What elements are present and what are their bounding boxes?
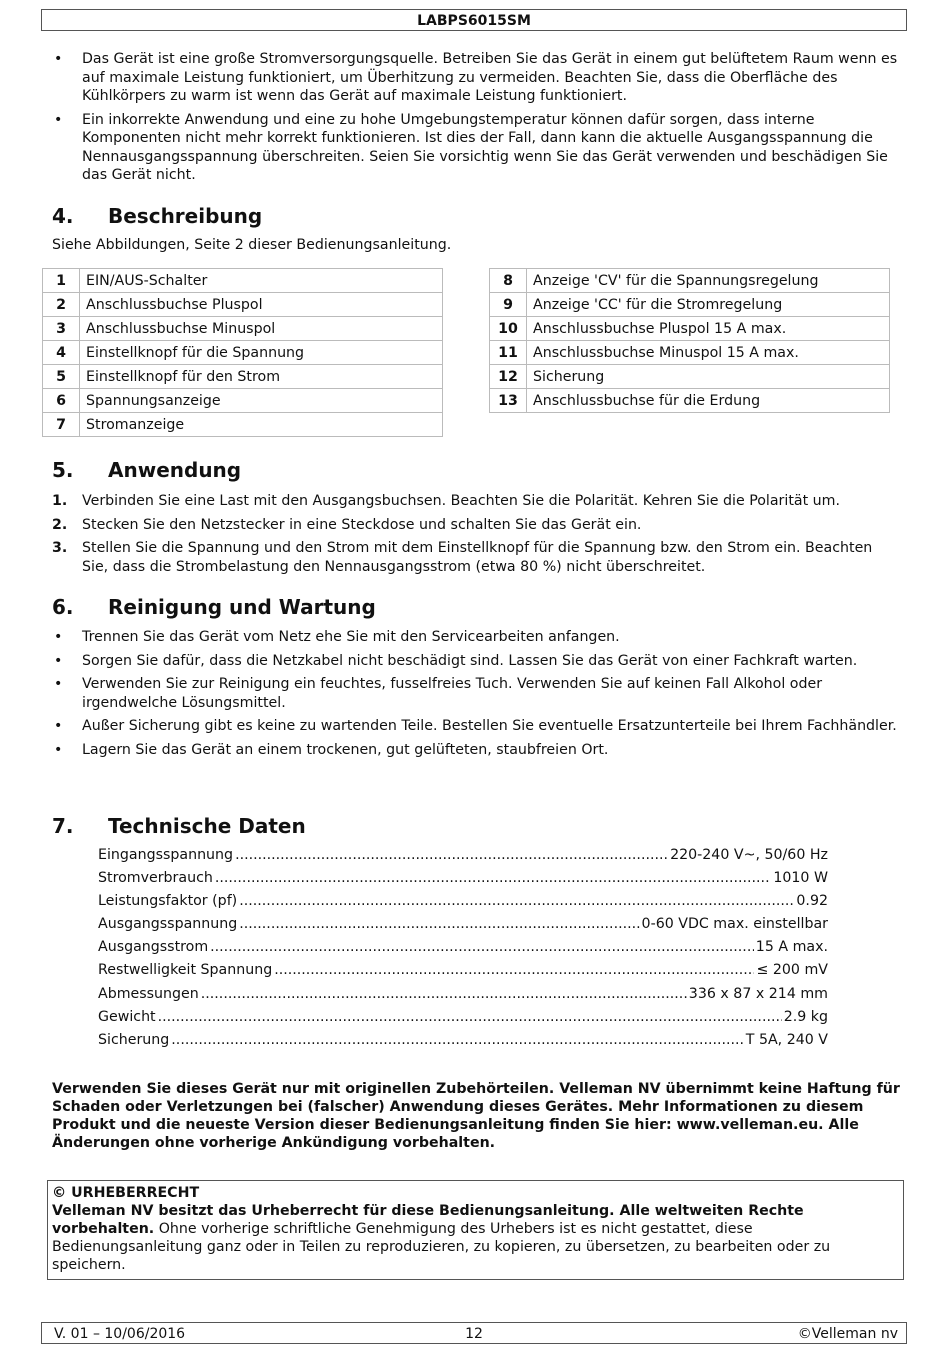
part-label: Anschlussbuchse Minuspol: [80, 317, 443, 341]
parts-table-right: [489, 268, 890, 413]
spec-label: Sicherung: [98, 1031, 170, 1048]
table-row: [490, 269, 890, 293]
list-item: • Verwenden Sie zur Reinigung ein feuchtes, fusselfreies Tuch. Verwenden Sie auf keinen Fall Alkohol oder irgendwelche Lösungsmittel.: [52, 675, 902, 712]
spec-value: 0-60 VDC max. einstellbar: [641, 916, 828, 933]
spec-value: ≤ 200 mV: [756, 962, 828, 979]
usage-steps: [52, 492, 902, 581]
section-number: 5.: [52, 458, 74, 482]
section-number: 4.: [52, 204, 74, 228]
spec-label: Restwelligkeit Spannung: [98, 962, 273, 979]
part-number: 10: [490, 317, 527, 341]
spec-label: Stromverbrauch: [98, 870, 213, 887]
dot-leader: [210, 939, 754, 955]
spec-row: [98, 916, 828, 939]
step-number: 2.: [52, 516, 68, 533]
spec-value: 220-240 V~, 50/60 Hz: [670, 847, 828, 863]
spec-row: [98, 870, 828, 893]
part-label: Anschlussbuchse Pluspol 15 A max.: [527, 317, 890, 341]
part-number: 4: [43, 341, 80, 365]
part-label: Anzeige 'CV' für die Spannungsregelung: [527, 269, 890, 293]
list-item: • Trennen Sie das Gerät vom Netz ehe Sie mit den Servicearbeiten anfangen.: [52, 628, 902, 647]
spec-value: T 5A, 240 V: [745, 1031, 828, 1048]
section-number: 7.: [52, 814, 74, 838]
model-name: LABPS6015SM: [417, 13, 531, 29]
dot-leader: [215, 870, 771, 886]
spec-row: [98, 962, 828, 985]
table-row: [490, 317, 890, 341]
step-text: Stecken Sie den Netzstecker in eine Steckdose und schalten Sie das Gerät ein.: [82, 516, 642, 533]
section-title: Technische Daten: [108, 814, 306, 838]
step-text: Verbinden Sie eine Last mit den Ausgangsbuchsen. Beachten Sie die Polarität. Kehren Sie die Polarität um.: [82, 493, 840, 509]
part-label: Spannungsanzeige: [80, 389, 443, 413]
table-row: [43, 269, 443, 293]
table-row: [490, 365, 890, 389]
part-number: 1: [43, 269, 80, 293]
list-item: • Außer Sicherung gibt es keine zu wartenden Teile. Bestellen Sie eventuelle Ersatzunterteile bei Ihrem Fachhändler.: [52, 717, 902, 736]
spec-row: [98, 939, 828, 962]
copyright-body: [52, 1202, 899, 1274]
step-number: 1.: [52, 493, 68, 509]
spec-row: [98, 1009, 828, 1032]
parts-table-left: [42, 268, 443, 437]
part-label: Stromanzeige: [80, 413, 443, 437]
spec-value: 0.92: [796, 893, 828, 910]
step-item: [52, 516, 902, 535]
part-number: 8: [490, 269, 527, 293]
spec-label: Ausgangsstrom: [98, 939, 209, 956]
spec-label: Eingangsspannung: [98, 847, 234, 863]
section-number: 6.: [52, 595, 74, 619]
spec-row: [98, 847, 828, 870]
part-number: 6: [43, 389, 80, 413]
page-footer: [41, 1322, 907, 1344]
section-heading-description: [52, 204, 262, 228]
maintenance-list: [52, 628, 902, 764]
spec-label: Leistungsfaktor (pf): [98, 893, 238, 910]
step-item: [52, 492, 902, 511]
part-label: Anschlussbuchse für die Erdung: [527, 389, 890, 413]
part-label: Anschlussbuchse Minuspol 15 A max.: [527, 341, 890, 365]
spec-row: [98, 893, 828, 916]
list-item: • Lagern Sie das Gerät an einem trockenen, gut gelüfteten, staubfreien Ort.: [52, 741, 902, 760]
table-row: [490, 293, 890, 317]
part-number: 13: [490, 389, 527, 413]
part-label: Sicherung: [527, 365, 890, 389]
part-number: 5: [43, 365, 80, 389]
table-row: [43, 365, 443, 389]
footer-version: V. 01 – 10/06/2016: [54, 1326, 186, 1342]
description-intro: Siehe Abbildungen, Seite 2 dieser Bedienungsanleitung.: [52, 237, 452, 253]
part-number: 3: [43, 317, 80, 341]
disclaimer: Verwenden Sie dieses Gerät nur mit originellen Zubehörteilen. Velleman NV übernimmt keine Haftung für Schaden oder Verletzungen bei (falscher) Anwendung dieses Gerätes. Mehr Informationen zu diesem Produkt und die neueste Version dieser Bedienungsanleitung finden Sie hier: www.velleman.eu. Alle Änderungen ohne vorherige Ankündigung vorbehalten.: [52, 1081, 900, 1151]
section-heading-specs: [52, 814, 306, 838]
copyright-title: © URHEBERRECHT: [52, 1185, 200, 1201]
dot-leader: [171, 1032, 743, 1048]
copyright-bold-text: Velleman NV besitzt das Urheberrecht für diese Bedienungsanleitung. Alle weltweiten Rechte vorbehalten.: [52, 1203, 804, 1237]
table-row: [43, 389, 443, 413]
part-label: Einstellknopf für den Strom: [80, 365, 443, 389]
part-label: Einstellknopf für die Spannung: [80, 341, 443, 365]
dot-leader: [235, 847, 668, 863]
copyright-text: Ohne vorherige schriftliche Genehmigung des Urhebers ist es nicht gestattet, diese Bedienungsanleitung ganz oder in Teilen zu reproduzieren, zu kopieren, zu übersetzen, zu bearbeiten oder zu speichern.: [52, 1221, 831, 1273]
page-header: [41, 9, 907, 31]
part-number: 11: [490, 341, 527, 365]
spec-value: 336 x 87 x 214 mm: [688, 985, 828, 1002]
table-row: [43, 317, 443, 341]
spec-label: Gewicht: [98, 1008, 156, 1025]
footer-brand: ©Velleman nv: [797, 1326, 898, 1342]
specs-list: [98, 847, 828, 1055]
dot-leader: [201, 986, 687, 1002]
section-title: Beschreibung: [108, 204, 263, 228]
table-row: [43, 293, 443, 317]
step-text: Stellen Sie die Spannung und den Strom mit dem Einstellknopf für die Spannung bzw. den Strom ein. Beachten Sie, dass die Strombelastung den Nennausgangsstrom (etwa 80 %) nicht überschreitet.: [82, 540, 873, 575]
list-item: • Sorgen Sie dafür, dass die Netzkabel nicht beschädigt sind. Lassen Sie das Gerät von einer Fachkraft warten.: [52, 652, 902, 671]
part-number: 12: [490, 365, 527, 389]
list-item: • Das Gerät ist eine große Stromversorgungsquelle. Betreiben Sie das Gerät in einem gut belüftetem Raum wenn es auf maximale Leistung funktioniert, um Überhitzung zu vermeiden. Beachten Sie, dass die Oberfläche des Kühlkörpers zu warm ist wenn das Gerät auf maximale Leistung funktioniert.: [52, 50, 902, 106]
spec-value: 15 A max.: [755, 939, 828, 956]
table-row: [43, 341, 443, 365]
section-title: Reinigung und Wartung: [108, 595, 376, 619]
table-row: [490, 389, 890, 413]
section-heading-usage: [52, 458, 241, 482]
dot-leader: [274, 962, 754, 978]
spec-label: Ausgangsspannung: [98, 916, 238, 933]
step-item: [52, 539, 902, 576]
part-label: EIN/AUS-Schalter: [80, 269, 443, 293]
section-title: Anwendung: [108, 458, 242, 482]
step-number: 3.: [52, 540, 68, 556]
spec-row: [98, 1032, 828, 1055]
dot-leader: [239, 916, 639, 932]
part-number: 9: [490, 293, 527, 317]
spec-row: [98, 986, 828, 1009]
dot-leader: [158, 1009, 782, 1025]
table-row: [43, 413, 443, 437]
part-number: 2: [43, 293, 80, 317]
table-row: [490, 341, 890, 365]
spec-value: 2.9 kg: [783, 1008, 828, 1025]
copyright-box: [47, 1180, 904, 1280]
safety-notes: [52, 50, 902, 190]
dot-leader: [239, 893, 794, 909]
part-label: Anzeige 'CC' für die Stromregelung: [527, 293, 890, 317]
section-heading-maintenance: [52, 595, 376, 619]
part-label: Anschlussbuchse Pluspol: [80, 293, 443, 317]
page-number: 12: [465, 1326, 483, 1342]
part-number: 7: [43, 413, 80, 437]
list-item: • Ein inkorrekte Anwendung und eine zu hohe Umgebungstemperatur können dafür sorgen, dass interne Komponenten nicht mehr korrekt funktionieren. Ist dies der Fall, dann kann die aktuelle Ausgangsspannung die Nennausgangsspannung überschreiten. Seien Sie vorsichtig wenn Sie das Gerät verwenden und beschädigen Sie das Gerät nicht.: [52, 111, 902, 185]
spec-label: Abmessungen: [98, 985, 199, 1002]
spec-value: 1010 W: [773, 870, 828, 887]
